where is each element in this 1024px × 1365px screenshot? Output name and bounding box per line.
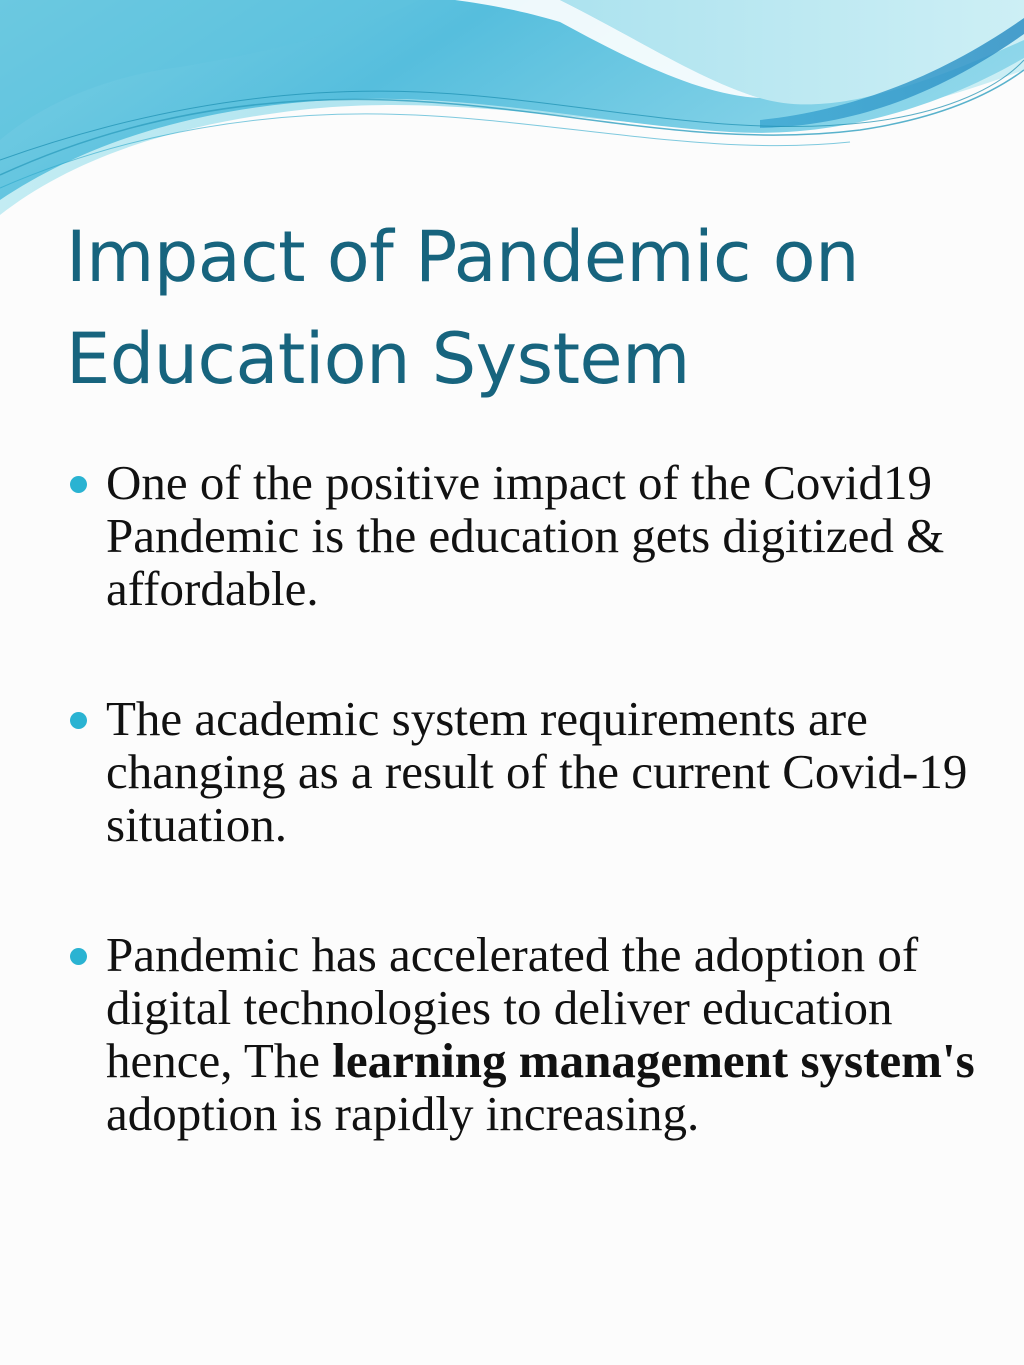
bullet-item [106,456,986,615]
slide-title-line-1: Impact of Pandemic on [66,216,859,298]
bullet-text-after: adoption is rapidly increasing. [106,1086,700,1141]
bullet-dot-icon [70,948,87,965]
bullet-item [106,928,986,1140]
slide-title [66,206,996,410]
bullet-dot-icon [70,712,87,729]
bullet-text-bold: learning management system's [332,1033,975,1088]
header-wave-decoration [0,0,1024,230]
bullet-item [106,692,986,851]
bullet-text: One of the positive impact of the Covid19 Pandemic is the education gets digitized & affordable. [106,455,945,616]
bullet-text: The academic system requirements are changing as a result of the current Covid-19 situation. [106,691,968,852]
slide-title-line-2: Education System [66,318,690,400]
bullet-dot-icon [70,476,87,493]
bullet-text-before: Pandemic has accelerated the adoption of digital technologies to deliver education hence, The [106,927,919,1088]
